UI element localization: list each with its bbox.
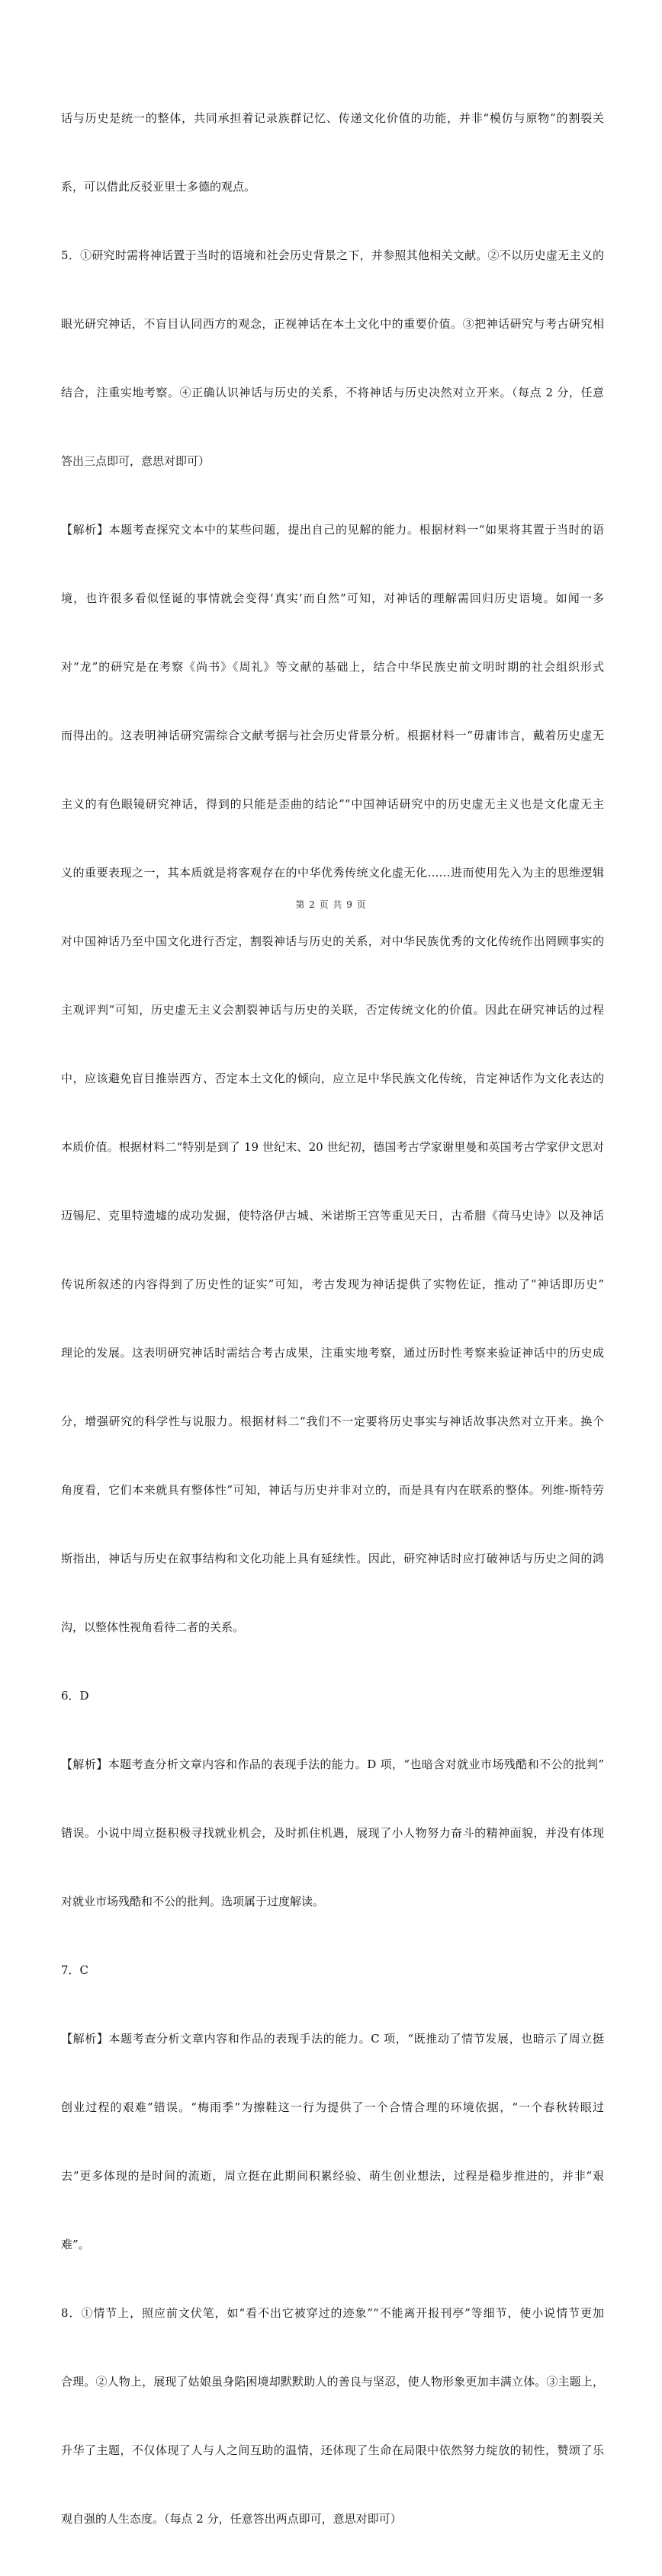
text-line: 对中国神话乃至中国文化进行否定，割裂神话与历史的关系，对中华民族优秀的文化传统作出罔顾事实的 xyxy=(61,934,604,948)
text-line: 结合，注重实地考察。④正确认识神话与历史的关系，不将神话与历史决然对立开来。（每点 2 分，任意 xyxy=(61,386,604,399)
text-line: 眼光研究神话，不盲目认同西方的观念，正视神话在本土文化中的重要价值。③把神话研究与考古研究相 xyxy=(61,317,604,331)
analysis-5-line: 【解析】本题考查探究文本中的某些问题，提出自己的见解的能力。根据材料一“如果将其置于当时的语 xyxy=(61,523,604,537)
text-line: 分，增强研究的科学性与说服力。根据材料二“我们不一定要将历史事实与神话故事决然对立开来。换个 xyxy=(61,1415,604,1428)
text-line: 去”更多体现的是时间的流逝，周立挺在此期间积累经验、萌生创业想法，过程是稳步推进的，并非“艰 xyxy=(61,2169,604,2183)
text-line: 理论的发展。这表明研究神话时需结合考古成果，注重实地考察，通过历时性考察来验证神话中的历史成 xyxy=(61,1346,604,1360)
text-line: 义的重要表现之一，其本质就是将客观存在的中华优秀传统文化虚无化……进而使用先入为主的思维逻辑 xyxy=(61,866,604,879)
answer-text xyxy=(61,61,604,2576)
text-line: 难”。 xyxy=(61,2238,90,2251)
text-line: 创业过程的艰难”错误。“梅雨季”为擦鞋这一行为提供了一个合情合理的环境依据，“一个春秋转眼过 xyxy=(61,2100,604,2114)
text-line: 主观评判”可知，历史虚无主义会割裂神话与历史的关联，否定传统文化的价值。因此在研究神话的过程 xyxy=(61,1003,604,1017)
page-number: 第 2 页 共 9 页 xyxy=(295,899,367,910)
text-line: 错误。小说中周立挺积极寻找就业机会，及时抓住机遇，展现了小人物努力奋斗的精神面貌，并没有体现 xyxy=(61,1826,604,1840)
text-line: 斯指出，神话与历史在叙事结构和文化功能上具有延续性。因此，研究神话时应打破神话与历史之间的鸿 xyxy=(61,1552,604,1565)
text-line: 升华了主题，不仅体现了人与人之间互助的温情，还体现了生命在局限中依然努力绽放的韧性，赞颂了乐 xyxy=(61,2443,604,2457)
analysis-7-line: 【解析】本题考查分析文章内容和作品的表现手法的能力。C 项，“既推动了情节发展，也暗示了周立挺 xyxy=(61,2032,604,2046)
text-line: 对“龙”的研究是在考察《尚书》《周礼》等文献的基础上，结合中华民族史前文明时期的社会组织形式 xyxy=(61,660,604,674)
text-line: 系，可以借此反驳亚里士多德的观点。 xyxy=(61,180,256,194)
text-line: 本质价值。根据材料二“特别是到了 19 世纪末、20 世纪初，德国考古学家谢里曼和英国考古学家伊文思对 xyxy=(61,1140,604,1154)
text-line: 话与历史是统一的整体，共同承担着记录族群记忆、传递文化价值的功能，并非“模仿与原物”的割裂关 xyxy=(61,111,604,125)
document-body xyxy=(61,61,604,2576)
text-line: 对就业市场残酷和不公的批判。选项属于过度解读。 xyxy=(61,1895,325,1908)
text-line: 迈锡尼、克里特遗墟的成功发掘，使特洛伊古城、米诺斯王宫等重见天日，古希腊《荷马史诗》以及神话 xyxy=(61,1209,604,1222)
answer-5-line: 5．①研究时需将神话置于当时的语境和社会历史背景之下，并参照其他相关文献。②不以历史虚无主义的 xyxy=(61,248,604,262)
answer-6-line: 6．D xyxy=(61,1689,89,1703)
answer-8-line: 8．①情节上，照应前文伏笔，如“看不出它被穿过的迹象”“不能离开报刊亭”等细节，使小说情节更加 xyxy=(61,2306,604,2320)
text-line: 观自强的人生态度。（每点 2 分，任意答出两点即可，意思对即可） xyxy=(61,2512,402,2526)
text-line: 合理。②人物上，展现了姑娘虽身陷困境却默默助人的善良与坚忍，使人物形象更加丰满立体。③主题上， xyxy=(61,2375,604,2389)
text-line: 角度看，它们本来就具有整体性”可知，神话与历史并非对立的，而是具有内在联系的整体。列维-斯特劳 xyxy=(61,1483,604,1497)
answer-7-line: 7．C xyxy=(61,1963,89,1977)
analysis-6-line: 【解析】本题考查分析文章内容和作品的表现手法的能力。D 项，“也暗含对就业市场残酷和不公的批判” xyxy=(61,1757,604,1771)
text-line: 沟，以整体性视角看待二者的关系。 xyxy=(61,1620,245,1634)
text-line: 境，也许很多看似怪诞的事情就会变得‘真实’而自然”可知，对神话的理解需回归历史语境。如闻一多 xyxy=(61,591,604,605)
text-line: 中，应该避免盲目推崇西方、否定本土文化的倾向，应立足中华民族文化传统，肯定神话作为文化表达的 xyxy=(61,1072,604,1085)
text-line: 而得出的。这表明神话研究需综合文献考据与社会历史背景分析。根据材料一“毋庸讳言，戴着历史虚无 xyxy=(61,729,604,742)
text-line: 传说所叙述的内容得到了历史性的证实”可知，考古发现为神话提供了实物佐证，推动了“神话即历史” xyxy=(61,1277,604,1291)
text-line: 主义的有色眼镜研究神话，得到的只能是歪曲的结论”“中国神话研究中的历史虚无主义也是文化虚无主 xyxy=(61,797,604,811)
text-line: 答出三点即可，意思对即可） xyxy=(61,454,210,468)
